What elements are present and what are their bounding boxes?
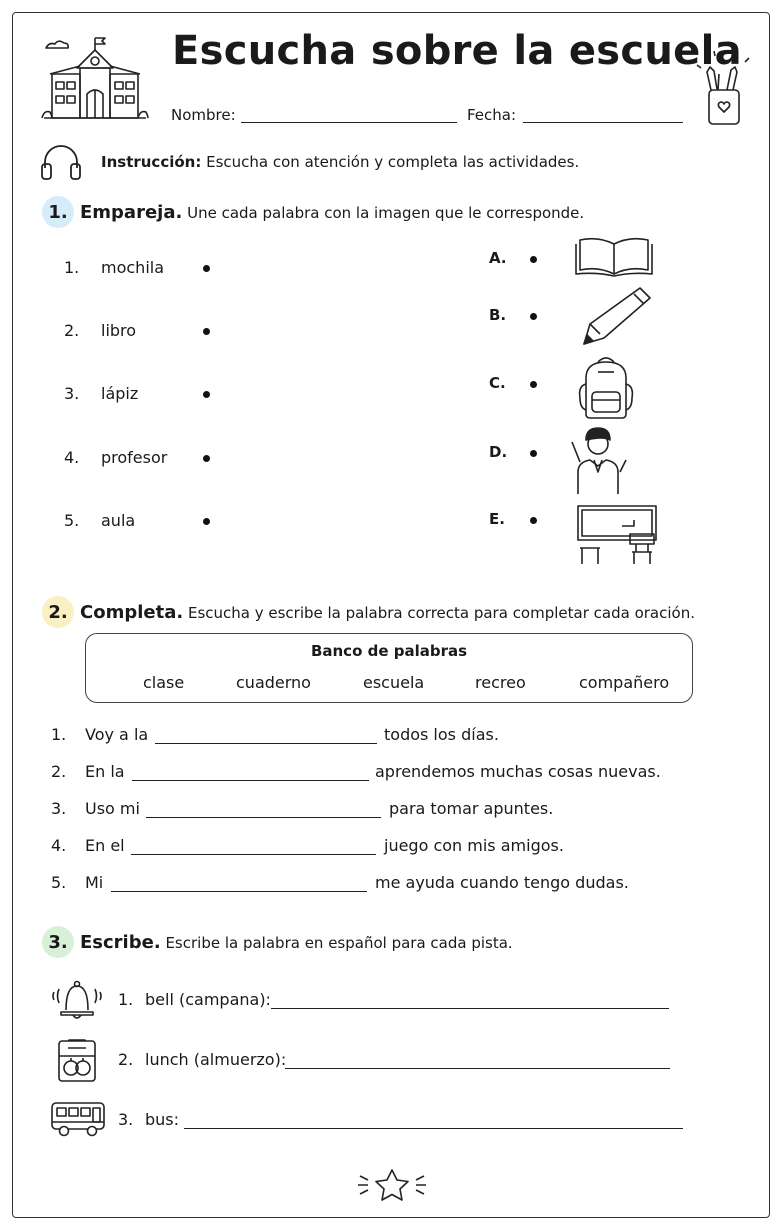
bank-word: recreo [475, 673, 526, 692]
section-2-badge: 2. [42, 596, 74, 628]
sentence-end: juego con mis amigos. [384, 836, 564, 855]
word-bank-title: Banco de palabras [310, 642, 468, 660]
bank-word: cuaderno [236, 673, 311, 692]
name-field[interactable] [241, 122, 457, 123]
word-bank [85, 633, 693, 703]
teacher-icon [570, 426, 634, 496]
school-building-icon [40, 34, 150, 124]
match-dot-left[interactable] [203, 328, 210, 335]
match-letter: A. [489, 249, 507, 267]
sentence-end: me ayuda cuando tengo dudas. [375, 873, 629, 892]
pencil-icon [580, 284, 656, 346]
clue-number: 3. [118, 1110, 134, 1129]
match-word: lápiz [101, 384, 139, 403]
match-word: mochila [101, 258, 165, 277]
section-3-badge: 3. [42, 926, 74, 958]
section-2-title: Completa. [80, 602, 184, 623]
section-1-badge: 1. [42, 196, 74, 228]
sentence-start: Uso mi [85, 799, 140, 818]
section-1-heading [80, 202, 584, 223]
star-icon [356, 1166, 428, 1204]
clue-number: 2. [118, 1050, 134, 1069]
page-title: Escucha sobre la escuela [172, 28, 742, 74]
instruction-text [101, 153, 579, 171]
classroom-icon [574, 504, 660, 566]
match-dot-left[interactable] [203, 455, 210, 462]
open-book-icon [574, 236, 654, 278]
sentence-end: todos los días. [384, 725, 499, 744]
match-word-number: 3. [64, 384, 80, 403]
section-1-title: Empareja. [80, 202, 183, 223]
bank-word: compañero [579, 673, 670, 692]
clue-text: lunch (almuerzo): [145, 1050, 287, 1069]
bus-icon [50, 1100, 106, 1138]
match-letter: D. [489, 443, 508, 461]
clue-number: 1. [118, 990, 134, 1009]
clue-answer-field[interactable] [271, 1008, 669, 1009]
bank-word: escuela [363, 673, 425, 692]
match-word: profesor [101, 448, 168, 467]
clue-answer-field[interactable] [285, 1068, 670, 1069]
sentence-number: 3. [51, 799, 67, 818]
clue-text: bus: [145, 1110, 180, 1129]
match-word-number: 4. [64, 448, 80, 467]
match-letter: C. [489, 374, 506, 392]
blank-answer-field[interactable] [146, 817, 381, 818]
match-dot-right[interactable] [530, 517, 537, 524]
lunchbox-icon [56, 1038, 98, 1084]
section-3-heading [80, 932, 513, 953]
pencil-cup-icon [693, 48, 753, 128]
blank-answer-field[interactable] [131, 854, 376, 855]
match-word-number: 2. [64, 321, 80, 340]
match-dot-right[interactable] [530, 256, 537, 263]
match-dot-left[interactable] [203, 518, 210, 525]
match-dot-right[interactable] [530, 381, 537, 388]
clue-text: bell (campana): [145, 990, 271, 1009]
match-word: libro [101, 321, 137, 340]
date-field[interactable] [523, 122, 683, 123]
section-1-text: Une cada palabra con la imagen que le corresponde. [187, 204, 585, 222]
instruction-label: Instrucción: [101, 153, 202, 171]
sentence-start: En el [85, 836, 125, 855]
sentence-number: 2. [51, 762, 67, 781]
match-dot-left[interactable] [203, 265, 210, 272]
match-word: aula [101, 511, 136, 530]
name-label: Nombre: [171, 106, 236, 124]
date-label: Fecha: [467, 106, 517, 124]
sentence-number: 4. [51, 836, 67, 855]
instruction-body: Escucha con atención y completa las actividades. [206, 153, 580, 171]
sentence-number: 1. [51, 725, 67, 744]
sentence-start: En la [85, 762, 125, 781]
section-2-heading [80, 602, 695, 623]
bell-icon [50, 980, 104, 1022]
bank-word: clase [143, 673, 185, 692]
match-word-number: 5. [64, 511, 80, 530]
backpack-icon [576, 354, 636, 420]
section-2-text: Escucha y escribe la palabra correcta para completar cada oración. [187, 604, 695, 622]
sentence-end: aprendemos muchas cosas nuevas. [375, 762, 661, 781]
blank-answer-field[interactable] [111, 891, 367, 892]
sentence-start: Mi [85, 873, 104, 892]
clue-answer-field[interactable] [184, 1128, 683, 1129]
section-3-title: Escribe. [80, 932, 161, 953]
sentence-start: Voy a la [85, 725, 149, 744]
match-letter: B. [489, 306, 507, 324]
headphones-icon [40, 142, 82, 182]
match-word-number: 1. [64, 258, 80, 277]
match-letter: E. [489, 510, 505, 528]
match-dot-left[interactable] [203, 391, 210, 398]
blank-answer-field[interactable] [155, 743, 377, 744]
blank-answer-field[interactable] [132, 780, 369, 781]
match-dot-right[interactable] [530, 313, 537, 320]
sentence-end: para tomar apuntes. [389, 799, 554, 818]
section-3-text: Escribe la palabra en español para cada pista. [165, 934, 513, 952]
sentence-number: 5. [51, 873, 67, 892]
match-dot-right[interactable] [530, 450, 537, 457]
